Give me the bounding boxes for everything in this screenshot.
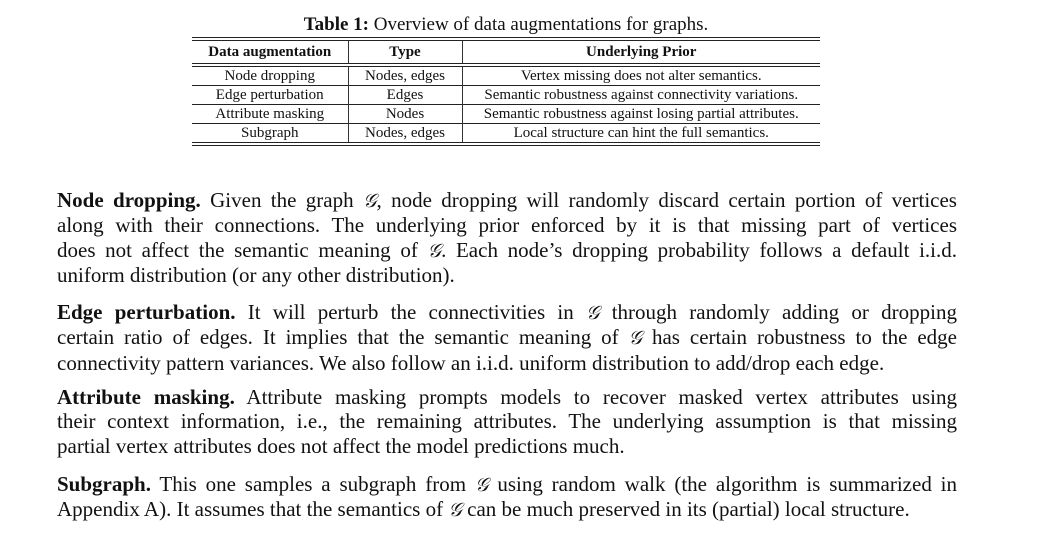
table-body xyxy=(192,67,820,142)
table-row xyxy=(192,86,820,105)
cell-type: Nodes, edges xyxy=(348,67,462,86)
cell-prior: Local structure can hint the full semantics. xyxy=(462,124,820,143)
paragraph-node-dropping: Node dropping. Given the graph 𝒢, node dropping will randomly discard certain portion of vertices along with their connections. The underlying prior enforced by it is that missing part of vertices does not affect the semantic meaning of 𝒢. Each node’s dropping probability follows a default i.i.d. uniform distribution (or any other distribution). xyxy=(57,188,957,287)
graph-symbol: 𝒢 xyxy=(585,302,600,324)
paragraph-title: Attribute masking. xyxy=(57,385,235,409)
table-row xyxy=(192,67,820,86)
table-row xyxy=(192,105,820,124)
cell-prior: Vertex missing does not alter semantics. xyxy=(520,68,762,84)
paragraph-title: Edge perturbation. xyxy=(57,300,236,324)
paragraph-title: Node dropping. xyxy=(57,188,201,212)
table-caption-text: Overview of data augmentations for graphs. xyxy=(369,14,709,35)
header-type: Type xyxy=(348,41,462,63)
table-caption-label: Table 1: xyxy=(303,14,370,35)
graph-symbol: 𝒢 xyxy=(427,239,442,262)
cell-prior: Semantic robustness against losing partial attributes. xyxy=(462,105,820,124)
graph-symbol: 𝒢 xyxy=(448,499,462,522)
table-caption xyxy=(192,14,820,36)
cell-augmentation: Attribute masking xyxy=(192,105,348,124)
cell-type: Edges xyxy=(348,86,462,105)
paragraph-edge-perturbation: Edge perturbation. It will perturb the connectivities in 𝒢 through randomly adding or dropping certain ratio of edges. It implies that the semantic meaning of 𝒢 has certain robustness to the edge connectivity pattern variances. We also follow an i.i.d. uniform distribution to add/drop each edge. xyxy=(57,300,957,375)
cell-prior: Semantic robustness against connectivity variations. xyxy=(462,86,820,105)
cell-type: Nodes, edges xyxy=(348,124,462,143)
graph-symbol: 𝒢 xyxy=(628,327,643,350)
paragraph-subgraph: Subgraph. This one samples a subgraph from 𝒢 using random walk (the algorithm is summarized in Appendix A). It assumes that the semantics of 𝒢 can be much preserved in its (partial) local structure. xyxy=(57,472,958,522)
augmentation-table xyxy=(192,37,820,146)
cell-augmentation: Node dropping xyxy=(192,67,348,86)
table-bottom-rule xyxy=(192,142,820,146)
paragraph-title: Subgraph. xyxy=(57,472,151,496)
cell-augmentation: Edge perturbation xyxy=(192,86,348,105)
header-data-augmentation: Data augmentation xyxy=(192,41,348,63)
paragraph-attribute-masking: Attribute masking. Attribute masking prompts models to recover masked vertex attributes using their context information, i.e., the remaining attributes. The underlying assumption is that missing partial vertex attributes does not affect the model predictions much. xyxy=(57,385,957,458)
cell-type: Nodes xyxy=(348,105,462,124)
graph-symbol: 𝒢 xyxy=(362,190,377,212)
graph-symbol: 𝒢 xyxy=(474,474,489,496)
table-row xyxy=(192,124,820,143)
cell-augmentation: Subgraph xyxy=(192,124,348,143)
header-underlying-prior: Underlying Prior xyxy=(586,44,697,60)
table-header xyxy=(192,41,820,63)
